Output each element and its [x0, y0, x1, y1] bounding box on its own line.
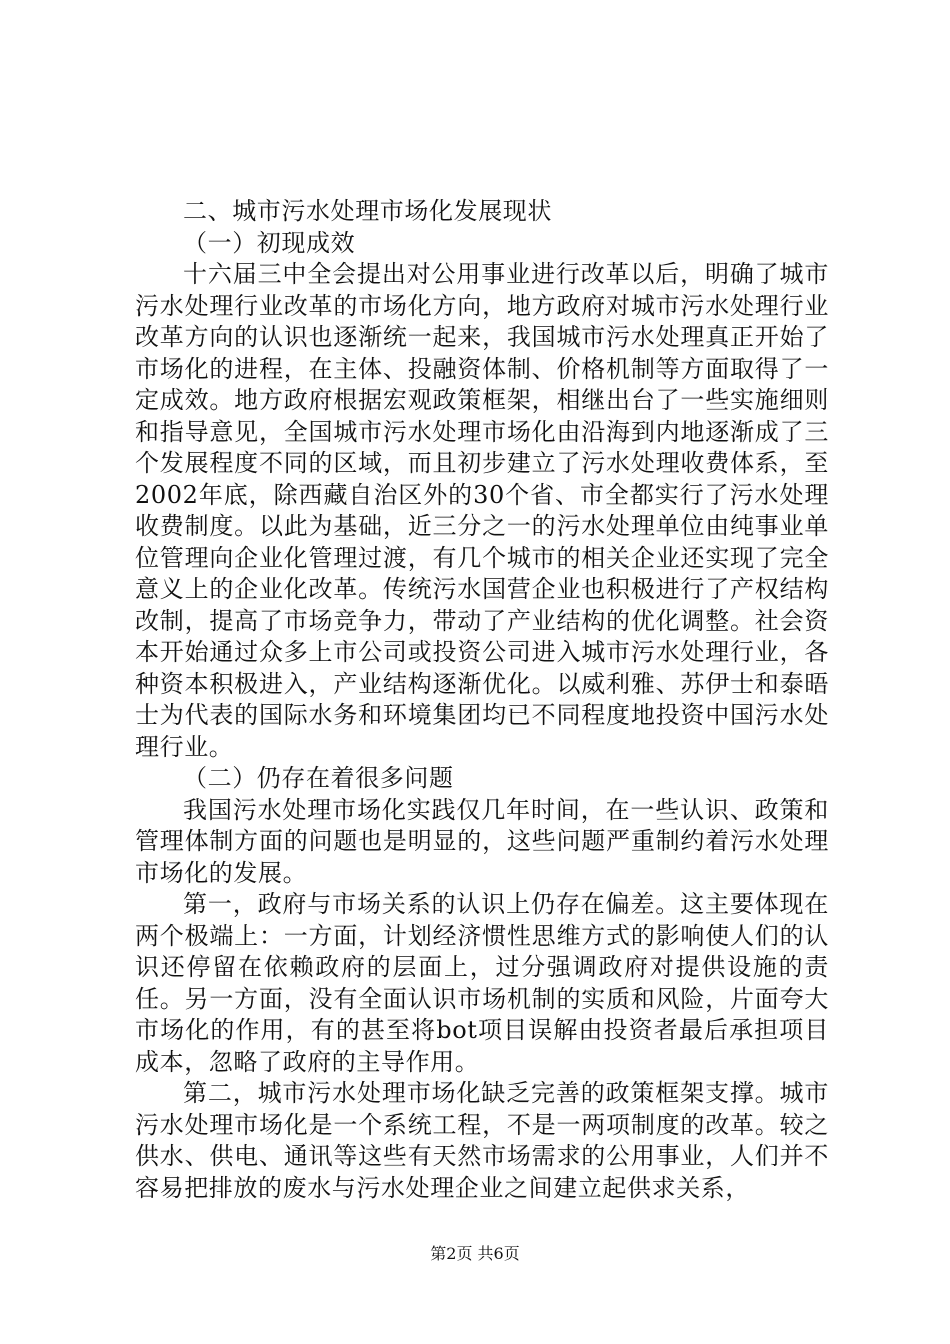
subsection-heading-2: （二）仍存在着很多问题 [183, 764, 454, 792]
paragraph-1: 十六届三中全会提出对公用事业进行改革以后，明确了城市污水处理行业改革的市场化方向，地方政府对城市污水处理行业改革方向的认识也逐渐统一起来，我国城市污水处理真正开始了市场化的进程，在主体、投融资体制、价格机制等方面取得了一定成效。地方政府根据宏观政策框架，相继出台了一些实施细则和指导意见，全国城市污水处理市场化由沿海到内地逐渐成了三个发展程度不同的区域，而且初步建立了污水处理收费体系，至2002年底，除西藏自治区外的30个省、市全都实行了污水处理收费制度。以此为基础，近三分之一的污水处理单位由纯事业单位管理向企业化管理过渡，有几个城市的相关企业还实现了完全意义上的企业化改革。传统污水国营企业也积极进行了产权结构改制，提高了市场竞争力，带动了产业结构的优化调整。社会资本开始通过众多上市公司或投资公司进入城市污水处理行业，各种资本积极进入，产业结构逐渐优化。以威利雅、苏伊士和泰晤士为代表的国际水务和环境集团均已不同程度地投资中国污水处理行业。 [135, 260, 829, 761]
page-footer [0, 1244, 950, 1264]
paragraph-2: 我国污水处理市场化实践仅几年时间，在一些认识、政策和管理体制方面的问题也是明显的，这些问题严重制约着污水处理市场化的发展。 [135, 795, 829, 887]
section-heading: 二、城市污水处理市场化发展现状 [183, 197, 552, 225]
subsection-heading-1: （一）初现成效 [183, 228, 356, 257]
page-number: 第2页 共6页 [430, 1244, 520, 1263]
paragraph-4: 第二，城市污水处理市场化缺乏完善的政策框架支撑。城市污水处理市场化是一个系统工程，不是一两项制度的改革。较之供水、供电、通讯等这些有天然市场需求的公用事业，人们并不容易把排放的废水与污水处理企业之间建立起供求关系， [135, 1079, 829, 1202]
paragraph-3: 第一，政府与市场关系的认识上仍存在偏差。这主要体现在两个极端上：一方面，计划经济惯性思维方式的影响使人们的认识还停留在依赖政府的层面上，过分强调政府对提供设施的责任。另一方面，没有全面认识市场机制的实质和风险，片面夸大市场化的作用，有的甚至将bot项目误解由投资者最后承担项目成本，忽略了政府的主导作用。 [135, 890, 829, 1076]
document-body [135, 196, 829, 1204]
